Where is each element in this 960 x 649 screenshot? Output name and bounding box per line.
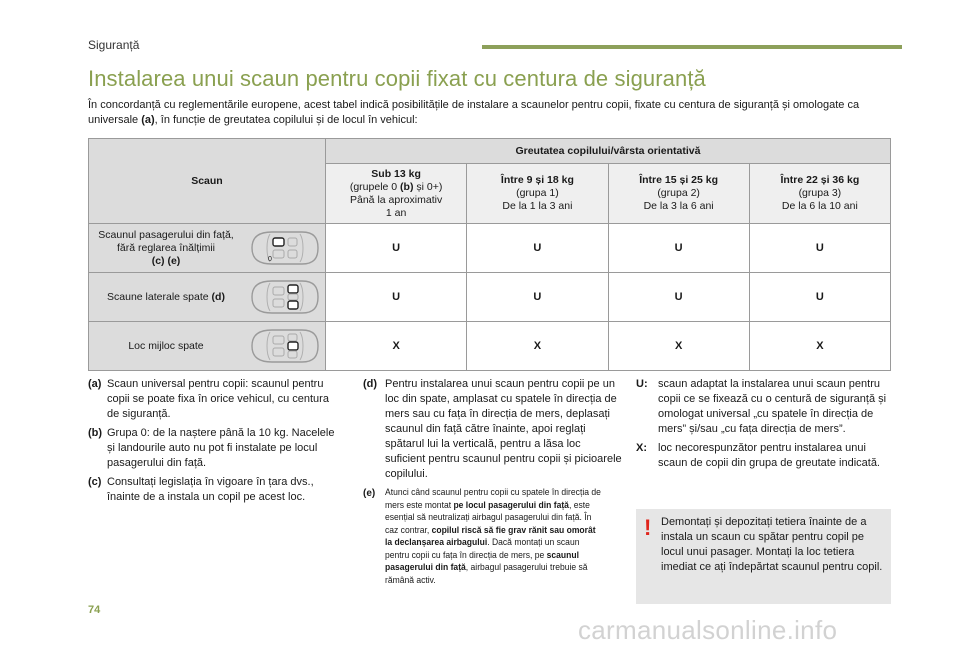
row-label-text: Scaunul pasagerului din față, fără reglarea înălțimii [98,228,234,254]
intro-paragraph [88,98,878,128]
row-label-rear-side [89,273,326,322]
row-label-bold: (d) [211,290,225,303]
note-e-part: . Dacă montați un scaun pentru copii cu fața în direcția de mers, pe [385,537,580,560]
section-header: Siguranță [88,38,140,52]
note-item [88,377,338,422]
table-row [89,224,891,273]
value-cell: U [467,224,608,273]
note-item [88,475,338,505]
column-header-3 [749,164,890,224]
row-label-rear-middle [89,322,326,371]
col-sub: (grupa 3) [798,187,842,199]
value-cell: U [467,273,608,322]
value-cell: U [749,224,890,273]
column-header-0 [325,164,466,224]
legend [636,377,891,475]
legend-text: loc necorespunzător pentru instalarea unui scaun de copii din grupa de greutate indicată. [658,442,880,469]
note-e-part: , airbagul pasagerului trebuie să rămână activ. [385,562,588,585]
row-label-bold: (c) (e) [151,254,181,267]
svg-text:0: 0 [267,256,272,263]
row-label-text: Loc mijloc spate [128,339,204,352]
table-row [89,322,891,371]
col-sub: (grupele 0 [349,180,401,193]
note-e-bold: copilul riscă să fie grav rănit sau omorât la declanșarea airbagului [385,524,596,547]
col-title: Între 22 și 36 kg [780,174,860,186]
warning-box [636,509,891,604]
value-cell: X [325,322,466,371]
col-age: De la 1 la 3 ani [502,200,573,212]
page-number: 74 [88,604,101,616]
col-sub: și 0+) [413,180,443,193]
note-e-part: , este esențial să neutralizați airbagul pasagerului din față. În caz contrar, [385,499,592,535]
col-age: 1 an [385,206,407,219]
car-rear-middle-seat-icon [246,326,322,366]
warning-text: Demontați și depozitați tetiera înainte de a instala un scaun cu spătar pentru copil pe locul unui pasager. Montați la loc tetiera imediat ce ați îndepărtat scaunul pentru copil. [661,516,883,573]
note-text: Pentru instalarea unui scaun pentru copii pe un loc din spate, amplasat cu spatele în direcția de mers sau cu fața în direcția de mers, deplasați scaunul din față către înainte, apoi reglați spătarul lui la verticală, pentru a lăsa loc suficient pentru scaunul pentru copii și picioarele copilului. [385,378,622,480]
col-title: Între 9 și 18 kg [500,174,574,186]
column-header-1 [467,164,608,224]
note-e-bold: scaunul pasagerului din față [385,549,579,572]
table-row [89,273,891,322]
row-label-front-passenger [89,224,326,273]
note-key: (e) [363,488,376,499]
note-text: Grupa 0: de la naștere până la 10 kg. Nacelele și landourile auto nu pot fi instalate pe locul pasagerului din față. [107,427,335,469]
value-cell: U [325,224,466,273]
col-title: Între 15 și 25 kg [639,174,719,186]
intro-bold: (a) [141,114,155,126]
value-cell: X [467,322,608,371]
col-title: Sub 13 kg [371,167,421,180]
legend-item [636,441,891,471]
notes-left [88,377,338,509]
note-item [88,426,338,471]
legend-key: X: [636,442,647,454]
note-text: Consultați legislația în vigoare în țara dvs., înainte de a instala un copil pe acest loc. [107,476,314,503]
row-label-text: Scaune laterale spate [107,290,212,303]
legend-key: U: [636,378,648,390]
header-bar [482,45,902,49]
legend-text: scaun adaptat la instalarea unui scaun pentru copii ce se fixează cu o centură de siguranță și omologat universal „cu spatele în direcția de mers” și/sau „cu fața direcția de mers”. [658,378,887,435]
intro-text-1: În concordanță cu reglementările europene, acest tabel indică posibilitățile de instalare a scaunelor pentru copii, fixate cu centura de siguranță și omologate ca universale [88,99,860,126]
value-cell: X [608,322,749,371]
watermark: carmanualsonline.info [578,615,838,645]
child-seat-table [88,138,891,371]
note-e-bold: pe locul pasagerului din față [453,499,569,510]
note-e-part: Atunci când scaunul pentru copii cu spatele în direcția de mers este montat [385,487,601,510]
note-key: (b) [88,427,103,439]
note-key: (a) [88,378,102,390]
col-sub-bold: (b) [400,180,414,193]
value-cell: X [749,322,890,371]
value-cell: U [608,224,749,273]
col-age: De la 6 la 10 ani [781,200,858,212]
car-rear-side-seats-icon [246,277,322,317]
legend-item [636,377,891,437]
note-item [363,377,623,482]
value-cell: U [325,273,466,322]
note-key: (c) [88,476,102,488]
value-cell: U [608,273,749,322]
col-sub: (grupa 2) [657,187,700,199]
car-front-seat-icon [246,228,322,268]
col-sub: (grupa 1) [516,187,559,199]
group-header: Greutatea copilului/vârsta orientativă [325,139,890,164]
page-title: Instalarea unui scaun pentru copii fixat cu centura de siguranță [88,66,706,91]
col-age: De la 3 la 6 ani [643,200,714,212]
seat-header: Scaun [89,139,326,224]
note-key: (d) [363,378,378,390]
warning-exclamation-icon: ! [644,515,652,540]
intro-text-2: , în funcție de greutatea copilului și de locul în vehicul: [154,114,418,126]
note-text: Scaun universal pentru copii: scaunul pentru copii se poate fixa în orice vehicul, cu centura de siguranță. [107,378,329,420]
note-e-text [385,486,604,586]
note-item [363,486,623,586]
notes-middle [363,377,623,590]
value-cell: U [749,273,890,322]
col-age: Până la aproximativ [350,193,443,206]
column-header-2 [608,164,749,224]
